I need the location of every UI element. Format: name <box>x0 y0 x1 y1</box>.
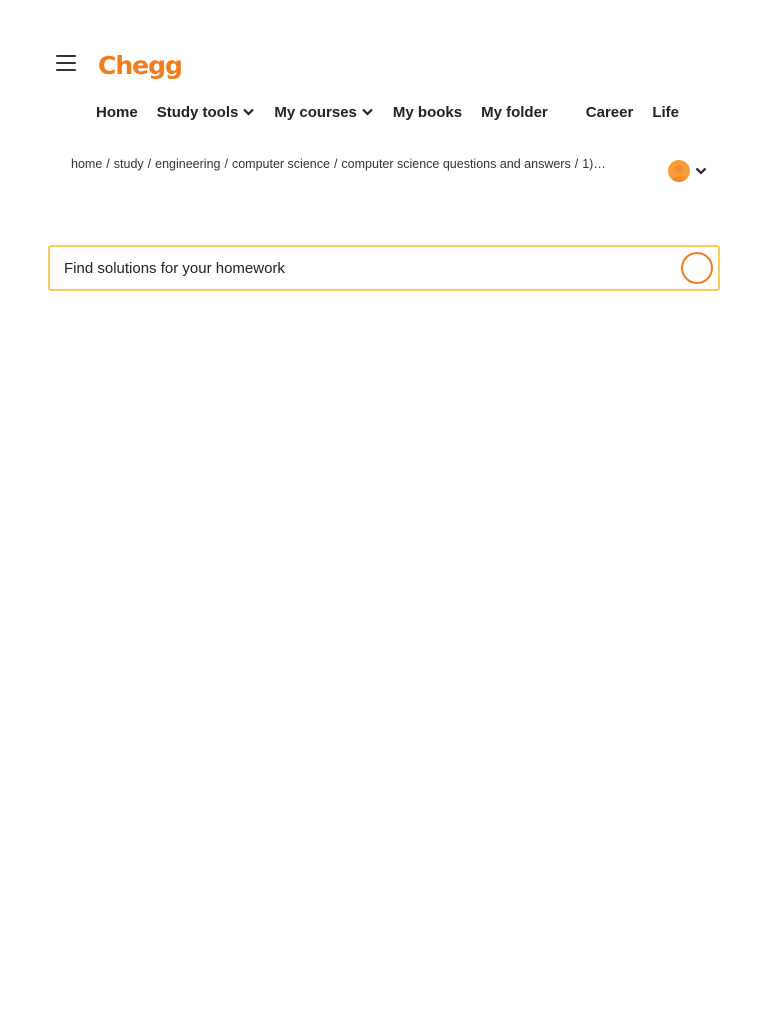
nav-home[interactable] <box>96 104 138 121</box>
nav-study-tools[interactable] <box>157 104 256 121</box>
hamburger-menu-icon[interactable] <box>52 50 80 76</box>
search-box <box>48 245 720 291</box>
user-menu[interactable] <box>668 160 708 182</box>
nav-my-folder-label: My folder <box>481 103 548 121</box>
chevron-down-icon <box>242 107 255 117</box>
nav-life-label: Life <box>652 103 679 121</box>
chevron-down-icon <box>361 107 374 117</box>
breadcrumb-cs-questions[interactable]: computer science questions and answers <box>341 157 571 171</box>
breadcrumb-separator: / <box>224 157 228 171</box>
breadcrumb-separator: / <box>106 157 110 171</box>
main-nav <box>96 100 679 124</box>
breadcrumb-separator: / <box>574 157 579 171</box>
breadcrumb-engineering[interactable]: engineering <box>155 157 221 171</box>
nav-study-tools-label: Study tools <box>156 103 239 121</box>
search-circle-icon[interactable] <box>681 252 713 284</box>
nav-my-courses[interactable] <box>274 104 374 121</box>
breadcrumb-separator: / <box>147 157 152 171</box>
nav-my-courses-label: My courses <box>274 103 357 121</box>
nav-career[interactable] <box>586 104 634 121</box>
breadcrumb-home[interactable]: home <box>71 157 103 171</box>
user-avatar-icon <box>668 160 690 182</box>
nav-my-folder[interactable] <box>481 104 548 121</box>
breadcrumb-study[interactable]: study <box>113 157 144 171</box>
chegg-logo[interactable]: Chegg <box>98 51 182 80</box>
breadcrumb-computer-science[interactable]: computer science <box>231 157 330 171</box>
chevron-down-icon <box>694 166 708 176</box>
breadcrumb-separator: / <box>333 157 338 171</box>
nav-career-label: Career <box>585 103 634 121</box>
search-input[interactable] <box>50 247 681 289</box>
nav-my-books[interactable] <box>393 104 462 121</box>
nav-my-books-label: My books <box>392 103 463 121</box>
nav-life[interactable] <box>652 104 679 121</box>
breadcrumb <box>71 157 636 171</box>
breadcrumb-current: 1)… <box>582 157 606 171</box>
nav-home-label: Home <box>96 103 138 121</box>
